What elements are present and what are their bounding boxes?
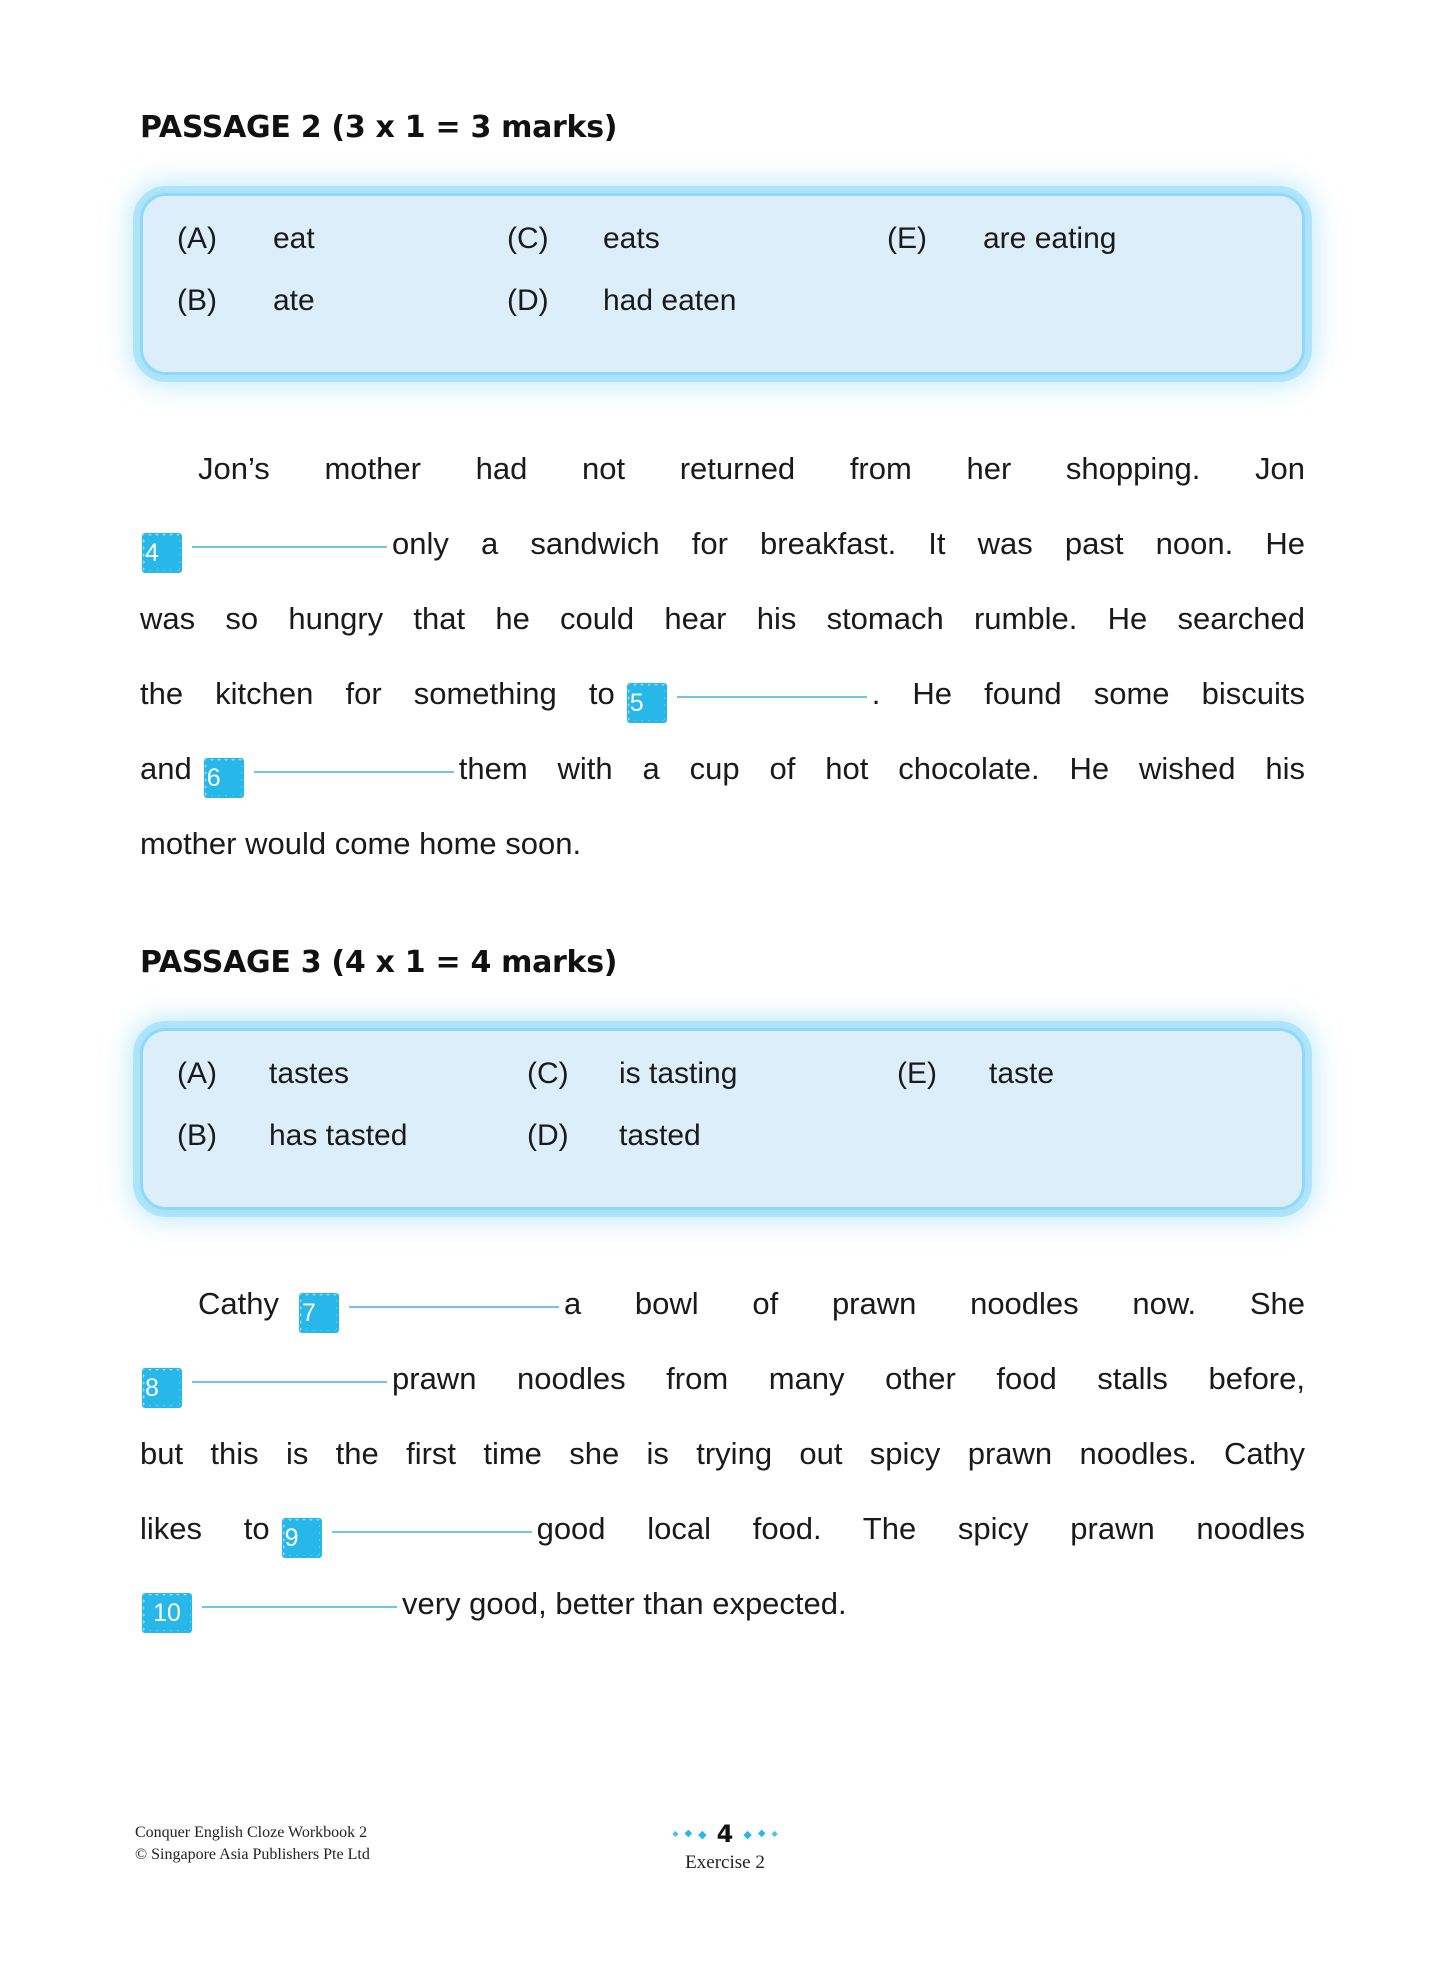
diamond-icon: ◆ [684, 1828, 693, 1839]
option-c-text: eats [603, 222, 660, 255]
blank-number-4[interactable] [142, 533, 182, 573]
passage-2-title: PASSAGE 2 (3 x 1 = 3 marks) [140, 110, 618, 145]
option-d[interactable] [507, 284, 887, 318]
paragraph-line [140, 506, 1305, 581]
option-e-text: are eating [983, 222, 1117, 255]
option-b-text: ate [273, 284, 315, 317]
option-e-letter: (E) [887, 222, 927, 255]
answer-blank-4[interactable] [192, 546, 387, 548]
option-b[interactable] [177, 1119, 527, 1153]
passage-2-options-box [140, 193, 1305, 375]
passage-3-seg-2: a bowl of prawn noodles now. She [563, 1286, 1305, 1321]
passage-3-options-box [140, 1028, 1305, 1210]
option-c-letter: (C) [527, 1057, 569, 1090]
answer-blank-6[interactable] [254, 771, 454, 773]
option-b-text: has tasted [269, 1119, 408, 1152]
footer-exercise-label: Exercise 2 [685, 1852, 765, 1873]
option-a-letter: (A) [177, 1057, 217, 1090]
option-e[interactable] [887, 222, 1167, 256]
paragraph-line [140, 1491, 1305, 1566]
passage-2-seg-8: mother would come home soon. [140, 826, 582, 861]
option-c[interactable] [527, 1057, 897, 1091]
blank-number-7[interactable] [299, 1293, 339, 1333]
option-d-letter: (D) [527, 1119, 569, 1152]
diamond-icon: ◆ [757, 1828, 766, 1839]
footer-credits [135, 1822, 370, 1866]
option-e[interactable] [897, 1057, 1147, 1091]
passage-2-seg-2: only a sandwich for breakfast. It was past noon. He [392, 526, 1305, 561]
options-row-bottom [177, 1119, 1268, 1181]
answer-blank-7[interactable] [349, 1306, 559, 1308]
page-footer [135, 1822, 1315, 1892]
blank-number-5-value: 5 [630, 686, 664, 720]
options-row-top [177, 1057, 1268, 1119]
option-a[interactable] [177, 222, 507, 256]
option-e-letter: (E) [897, 1057, 937, 1090]
blank-number-9-value: 9 [285, 1521, 319, 1555]
passage-3-seg-3: prawn noodles from many other food stalls before, [392, 1361, 1305, 1396]
answer-blank-10[interactable] [202, 1606, 397, 1608]
passage-3-seg-5: likes to [140, 1511, 270, 1546]
option-d[interactable] [527, 1119, 897, 1153]
passage-2-options-wrap [140, 193, 1305, 375]
passage-3-options-wrap [140, 1028, 1305, 1210]
passage-2-seg-3: was so hungry that he could hear his stomach rumble. He searched [140, 601, 1305, 636]
option-a-letter: (A) [177, 222, 217, 255]
paragraph-line [140, 1416, 1305, 1491]
passage-3-title: PASSAGE 3 (4 x 1 = 4 marks) [140, 945, 618, 980]
passage-3-seg-7: very good, better than expected. [402, 1586, 847, 1621]
paragraph-line-last [140, 806, 1305, 881]
blank-number-9[interactable] [282, 1518, 322, 1558]
paragraph-line [140, 1341, 1305, 1416]
blank-number-4-value: 4 [145, 536, 179, 570]
blank-number-10-value: 10 [145, 1596, 189, 1630]
option-d-text: tasted [619, 1119, 701, 1152]
blank-number-5[interactable] [627, 683, 667, 723]
option-d-text: had eaten [603, 284, 737, 317]
option-b[interactable] [177, 284, 507, 318]
option-c[interactable] [507, 222, 887, 256]
paragraph-line-last [140, 1566, 1305, 1641]
blank-number-8[interactable] [142, 1368, 182, 1408]
blank-number-8-value: 8 [145, 1371, 179, 1405]
diamond-icon: ◆ [672, 1829, 679, 1838]
option-a-text: tastes [269, 1057, 350, 1090]
page-number-row [672, 1820, 777, 1848]
blank-number-7-value: 7 [302, 1296, 336, 1330]
blank-number-6-value: 6 [207, 761, 241, 795]
passage-2-seg-6: and [140, 751, 192, 786]
passage-3-seg-6: good local food. The spicy prawn noodles [536, 1511, 1305, 1546]
options-row-bottom [177, 284, 1268, 346]
paragraph-line [140, 581, 1305, 656]
option-c-text: is tasting [619, 1057, 738, 1090]
blank-number-10[interactable] [142, 1593, 192, 1633]
passage-2-paragraph [140, 431, 1305, 881]
answer-blank-8[interactable] [192, 1381, 387, 1383]
diamond-icon: ◆ [698, 1827, 707, 1841]
footer-page-info [672, 1820, 777, 1874]
option-c-letter: (C) [507, 222, 549, 255]
footer-workbook-title: Conquer English Cloze Workbook 2 [135, 1824, 368, 1841]
options-row-top [177, 222, 1268, 284]
passage-3-seg-4: but this is the first time she is trying out spicy prawn noodles. Cathy [140, 1436, 1305, 1471]
option-d-letter: (D) [507, 284, 549, 317]
page-content [140, 110, 1305, 1641]
paragraph-line [140, 1266, 1305, 1341]
paragraph-line [140, 656, 1305, 731]
answer-blank-5[interactable] [677, 696, 867, 698]
option-a[interactable] [177, 1057, 527, 1091]
passage-3-seg-1: Cathy [198, 1286, 279, 1321]
passage-2-seg-7: them with a cup of hot chocolate. He wished his [458, 751, 1305, 786]
answer-blank-9[interactable] [332, 1531, 532, 1533]
diamond-icon: ◆ [743, 1827, 752, 1841]
paragraph-line [140, 731, 1305, 806]
diamond-icon: ◆ [771, 1829, 778, 1838]
footer-copyright: © Singapore Asia Publishers Pte Ltd [135, 1846, 370, 1863]
blank-number-6[interactable] [204, 758, 244, 798]
passage-3-paragraph [140, 1266, 1305, 1641]
passage-2-seg-5: . He found some biscuits [871, 676, 1305, 711]
option-a-text: eat [273, 222, 315, 255]
page-number: 4 [716, 1820, 734, 1848]
passage-2-seg-4: the kitchen for something to [140, 676, 615, 711]
option-b-letter: (B) [177, 284, 217, 317]
option-b-letter: (B) [177, 1119, 217, 1152]
option-e-text: taste [989, 1057, 1055, 1090]
passage-2-seg-1: Jon’s mother had not returned from her shopping. Jon [198, 451, 1305, 486]
paragraph-line [140, 431, 1305, 506]
